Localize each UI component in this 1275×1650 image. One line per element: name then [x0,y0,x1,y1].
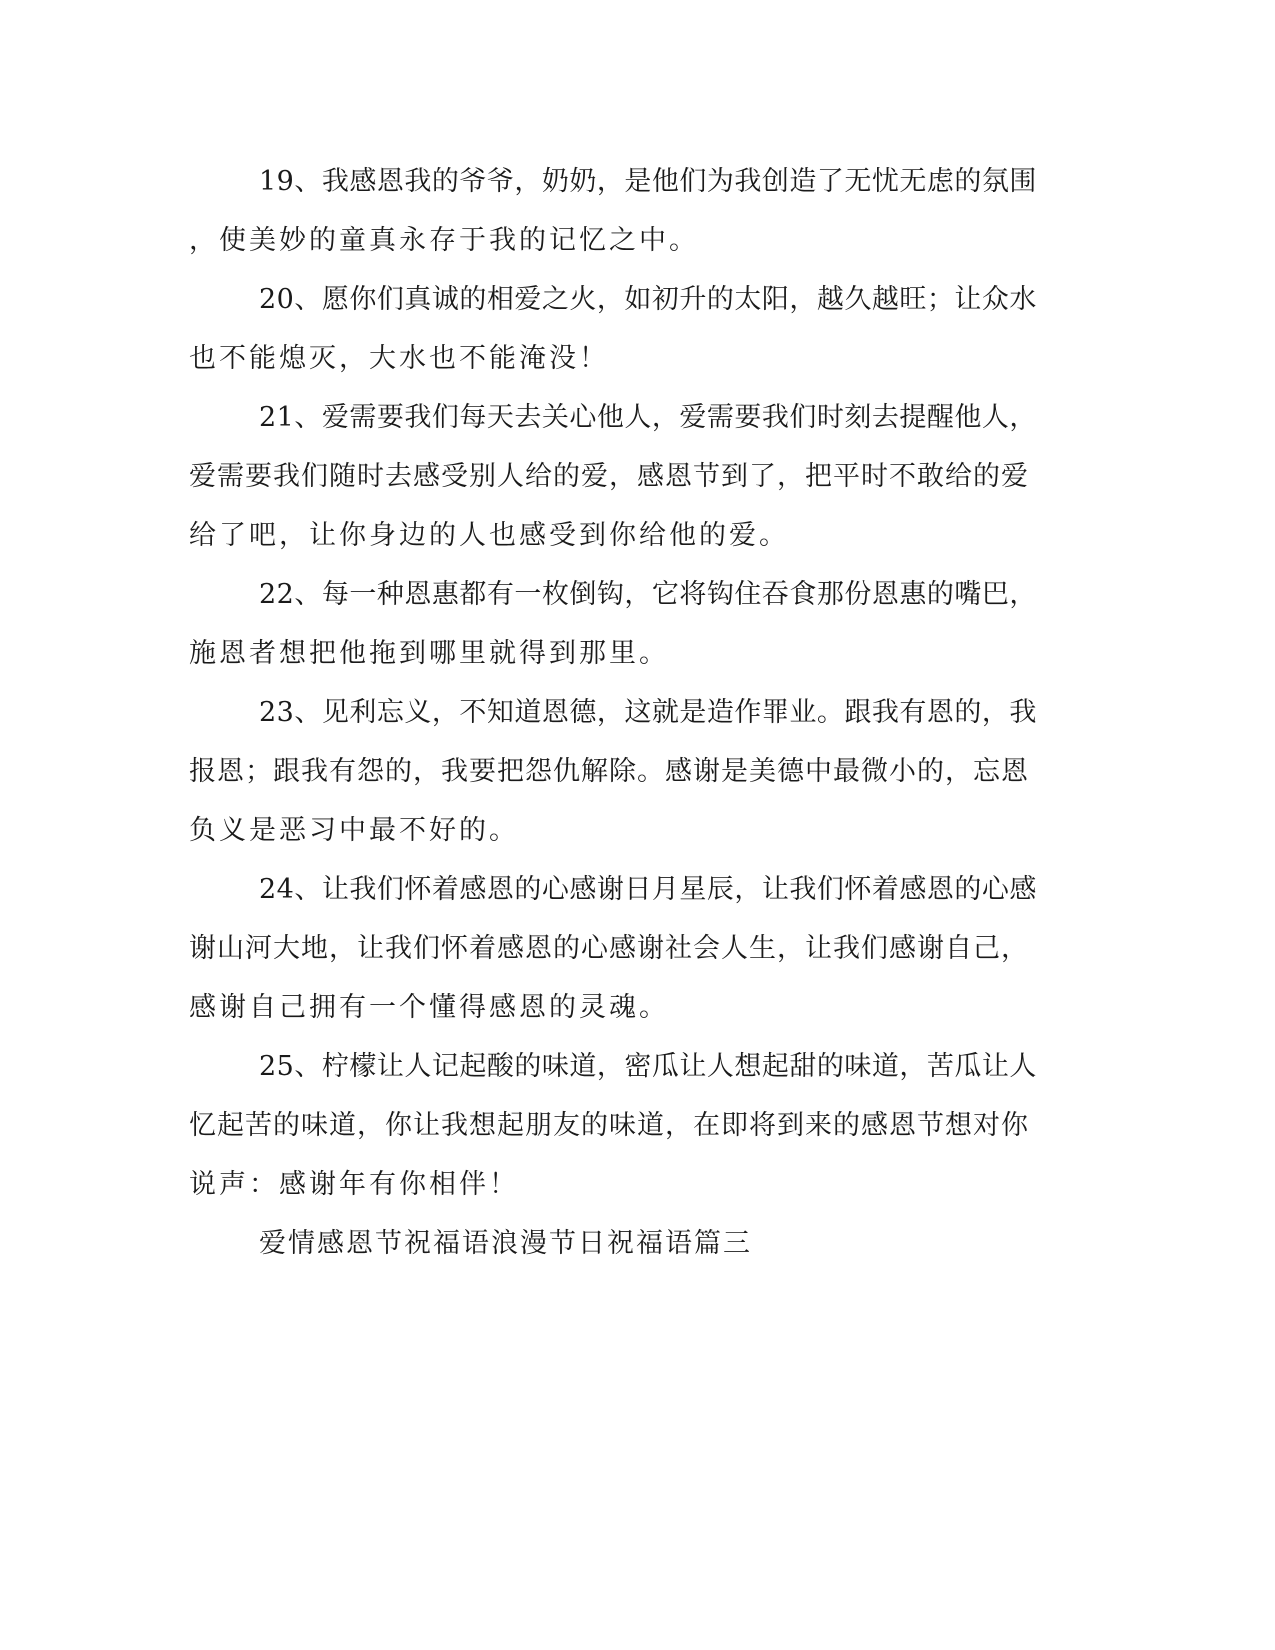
paragraph-23-line-1: 23、见利忘义，不知道恩德，这就是造作罪业。跟我有恩的，我 [259,697,1037,728]
paragraph-25-line-3: 说声：感谢年有你相伴！ [189,1169,519,1200]
paragraph-21-line-3: 给了吧，让你身边的人也感受到你给他的爱。 [189,520,789,551]
paragraph-24-line-2: 谢山河大地，让我们怀着感恩的心感谢社会人生，让我们感谢自己， [189,933,1029,964]
paragraph-22-line-1: 22、每一种恩惠都有一枚倒钩，它将钩住吞食那份恩惠的嘴巴， [259,579,1037,610]
paragraph-23-line-3: 负义是恶习中最不好的。 [189,815,519,846]
paragraph-20-line-2: 也不能熄灭，大水也不能淹没！ [189,343,609,374]
paragraph-21-line-2: 爱需要我们随时去感受别人给的爱，感恩节到了，把平时不敢给的爱 [189,461,1029,492]
paragraph-24-line-3: 感谢自己拥有一个懂得感恩的灵魂。 [189,992,669,1023]
paragraph-25-line-2: 忆起苦的味道，你让我想起朋友的味道，在即将到来的感恩节想对你 [189,1110,1029,1141]
section-heading: 爱情感恩节祝福语浪漫节日祝福语篇三 [259,1228,752,1259]
paragraph-24-line-1: 24、让我们怀着感恩的心感谢日月星辰，让我们怀着感恩的心感 [259,874,1037,905]
paragraph-23-line-2: 报恩；跟我有怨的，我要把怨仇解除。感谢是美德中最微小的，忘恩 [189,756,1029,787]
paragraph-19-line-2: ，使美妙的童真永存于我的记忆之中。 [189,225,699,256]
paragraph-22-line-2: 施恩者想把他拖到哪里就得到那里。 [189,638,669,669]
paragraph-20-line-1: 20、愿你们真诚的相爱之火，如初升的太阳，越久越旺；让众水 [259,284,1037,315]
paragraph-25-line-1: 25、柠檬让人记起酸的味道，密瓜让人想起甜的味道，苦瓜让人 [259,1051,1037,1082]
paragraph-19-line-1: 19、我感恩我的爷爷，奶奶，是他们为我创造了无忧无虑的氛围 [259,166,1037,197]
paragraph-21-line-1: 21、爱需要我们每天去关心他人，爱需要我们时刻去提醒他人， [259,402,1037,433]
